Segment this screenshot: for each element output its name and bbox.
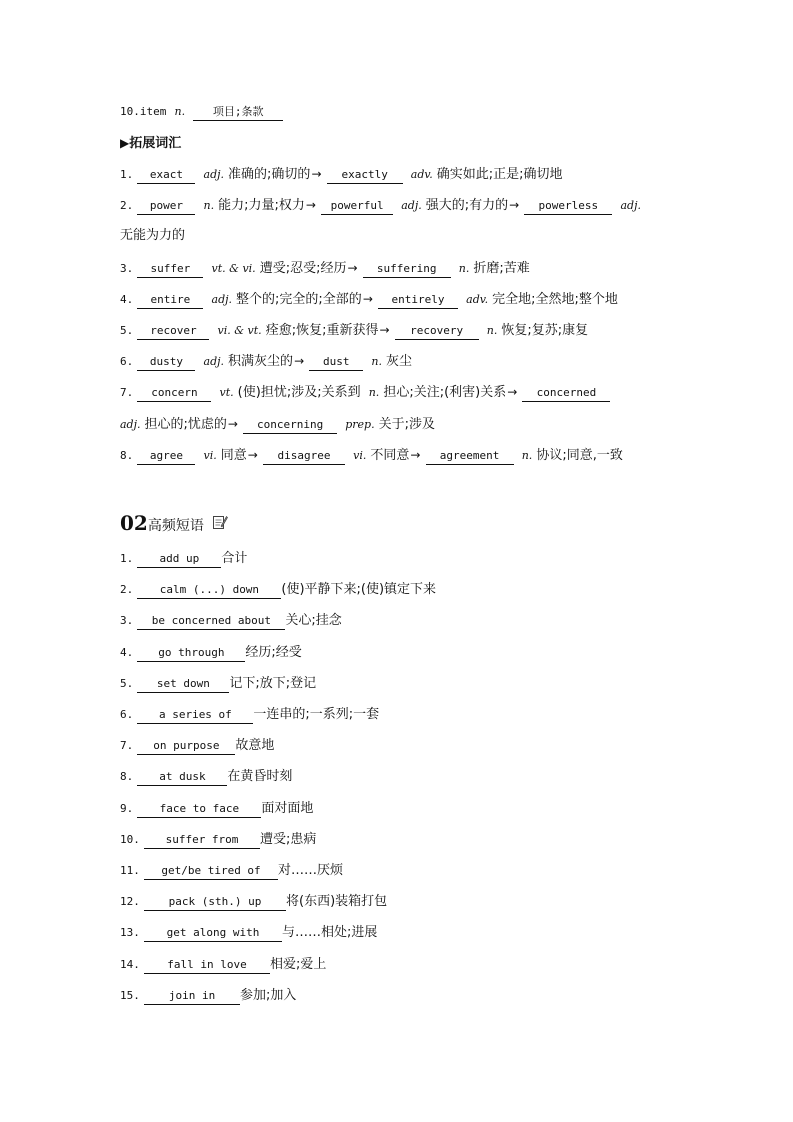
item-number: 4. bbox=[120, 293, 134, 306]
arrow-icon: → bbox=[311, 167, 322, 181]
item-number: 10. bbox=[120, 832, 140, 846]
answer-blank: set down bbox=[137, 676, 229, 693]
answer-blank: on purpose bbox=[137, 738, 235, 755]
vocab-item-7-continued bbox=[120, 414, 435, 434]
vocab-item-2 bbox=[120, 195, 645, 215]
answer-blank: disagree bbox=[263, 448, 345, 465]
meaning: 强大的;有力的 bbox=[425, 198, 509, 213]
meaning: 确实如此;正是;确切地 bbox=[436, 167, 563, 182]
meaning: 灰尘 bbox=[386, 354, 413, 369]
answer-blank: fall in love bbox=[144, 957, 270, 974]
meaning: 经历;经受 bbox=[245, 644, 302, 660]
answer-blank: concerning bbox=[243, 417, 337, 434]
section-number: 02 bbox=[120, 511, 148, 535]
arrow-icon: → bbox=[347, 261, 358, 275]
answer-blank: powerful bbox=[321, 198, 393, 215]
part-of-speech: n. bbox=[486, 324, 498, 337]
arrow-icon: → bbox=[227, 417, 238, 431]
vocab-item-8 bbox=[120, 445, 623, 465]
meaning: 准确的;确切的 bbox=[228, 167, 311, 182]
part-of-speech: n. bbox=[521, 449, 533, 462]
answer-blank: concerned bbox=[522, 385, 610, 402]
part-of-speech: vi. bbox=[203, 449, 217, 462]
vocab-item-10 bbox=[120, 102, 283, 122]
vocab-item-3 bbox=[120, 258, 530, 278]
answer-blank: agreement bbox=[426, 448, 514, 465]
part-of-speech: adj. bbox=[203, 355, 225, 368]
item-number: 14. bbox=[120, 957, 140, 971]
answer-blank: entirely bbox=[378, 292, 458, 309]
vocab-item-1 bbox=[120, 164, 563, 184]
arrow-icon: → bbox=[509, 198, 520, 212]
part-of-speech: adj. bbox=[120, 418, 141, 431]
arrow-icon: → bbox=[410, 448, 421, 462]
meaning: 无能为力的 bbox=[120, 228, 186, 243]
part-of-speech: vt. bbox=[219, 386, 234, 399]
phrase-item bbox=[120, 705, 379, 725]
meaning: (使)平静下来;(使)镇定下来 bbox=[281, 582, 437, 598]
item-number: 3. bbox=[120, 262, 134, 275]
item-number: 5. bbox=[120, 324, 134, 337]
meaning: 关于;涉及 bbox=[378, 417, 435, 432]
phrase-item bbox=[120, 892, 387, 912]
phrase-item bbox=[120, 580, 436, 600]
meaning: 遭受;忍受;经历 bbox=[259, 261, 347, 276]
section-heading bbox=[120, 508, 228, 538]
phrase-item bbox=[120, 549, 247, 569]
arrow-icon: → bbox=[362, 292, 373, 306]
arrow-icon: → bbox=[247, 448, 258, 462]
meaning: 合计 bbox=[221, 551, 248, 566]
answer-blank: exact bbox=[137, 167, 195, 184]
meaning: 记下;放下;登记 bbox=[229, 675, 317, 691]
answer-blank: 项目;条款 bbox=[193, 104, 283, 121]
vocab-item-2-continued bbox=[120, 226, 185, 246]
meaning: 相爱;爱上 bbox=[270, 956, 327, 972]
phrase-item bbox=[120, 861, 343, 881]
answer-blank: entire bbox=[137, 292, 203, 309]
meaning: 对……厌烦 bbox=[278, 863, 344, 878]
meaning: 不同意 bbox=[370, 448, 410, 463]
item-number: 10.item bbox=[120, 105, 167, 118]
meaning: 担心的;忧虑的 bbox=[144, 417, 227, 432]
answer-blank: a series of bbox=[137, 707, 253, 724]
meaning: (使)担忧;涉及;关系到 bbox=[237, 385, 361, 400]
item-number: 1. bbox=[120, 552, 134, 565]
triangle-marker: ▶ bbox=[120, 136, 130, 150]
meaning: 一连串的;一系列;一套 bbox=[253, 707, 380, 722]
phrase-item bbox=[120, 767, 292, 787]
item-number: 8. bbox=[120, 449, 134, 462]
part-of-speech: adj. bbox=[401, 199, 422, 212]
answer-blank: dust bbox=[309, 354, 363, 371]
answer-blank: suffer from bbox=[144, 832, 260, 849]
part-of-speech: adj. bbox=[211, 293, 233, 306]
item-number: 7. bbox=[120, 386, 134, 399]
answer-blank: join in bbox=[144, 988, 240, 1005]
meaning: 完全地;全然地;整个地 bbox=[492, 292, 618, 307]
meaning: 担心;关注;(利害)关系 bbox=[383, 385, 507, 400]
heading-text: 拓展词汇 bbox=[129, 136, 182, 151]
meaning: 故意地 bbox=[235, 738, 275, 754]
answer-blank: dusty bbox=[137, 354, 195, 371]
meaning: 在黄昏时刻 bbox=[227, 769, 293, 785]
answer-blank: suffering bbox=[363, 261, 451, 278]
meaning: 同意 bbox=[220, 448, 247, 463]
expand-vocab-heading bbox=[120, 133, 181, 153]
meaning: 协议;同意,一致 bbox=[536, 448, 623, 463]
answer-blank: face to face bbox=[137, 801, 261, 818]
item-number: 4. bbox=[120, 645, 134, 659]
answer-blank: exactly bbox=[327, 167, 403, 184]
part-of-speech: n. bbox=[174, 105, 186, 118]
answer-blank: agree bbox=[137, 448, 195, 465]
answer-blank: powerless bbox=[524, 198, 612, 215]
answer-blank: at dusk bbox=[137, 769, 227, 786]
answer-blank: power bbox=[137, 198, 195, 215]
meaning: 积满灰尘的 bbox=[228, 354, 294, 369]
meaning: 恢复;复苏;康复 bbox=[501, 323, 589, 338]
meaning: 与……相处;进展 bbox=[282, 925, 378, 941]
item-number: 5. bbox=[120, 676, 134, 690]
phrase-item bbox=[120, 923, 377, 943]
arrow-icon: → bbox=[507, 385, 518, 399]
meaning: 折磨;苦难 bbox=[473, 261, 530, 276]
item-number: 8. bbox=[120, 770, 134, 784]
meaning: 痊愈;恢复;重新获得 bbox=[265, 323, 379, 338]
answer-blank: recover bbox=[137, 323, 209, 340]
part-of-speech: vt. & vi. bbox=[211, 262, 256, 275]
phrase-item bbox=[120, 830, 316, 850]
item-number: 1. bbox=[120, 168, 134, 181]
item-number: 11. bbox=[120, 864, 140, 877]
part-of-speech: adj. bbox=[203, 168, 225, 181]
notepad-icon bbox=[212, 512, 228, 542]
phrase-item bbox=[120, 674, 316, 694]
item-number: 3. bbox=[120, 614, 134, 628]
meaning: 关心;挂念 bbox=[285, 613, 342, 629]
item-number: 9. bbox=[120, 801, 134, 815]
phrase-item bbox=[120, 799, 313, 819]
vocab-item-6 bbox=[120, 351, 412, 371]
arrow-icon: → bbox=[379, 323, 390, 337]
meaning: 将(东西)装箱打包 bbox=[286, 894, 388, 910]
meaning: 参加;加入 bbox=[240, 987, 297, 1003]
vocab-item-5 bbox=[120, 320, 588, 340]
phrase-item bbox=[120, 986, 296, 1006]
part-of-speech: adj. bbox=[620, 199, 641, 212]
phrase-item bbox=[120, 643, 302, 663]
item-number: 2. bbox=[120, 583, 134, 597]
answer-blank: get/be tired of bbox=[144, 863, 278, 880]
phrase-item bbox=[120, 955, 326, 975]
part-of-speech: prep. bbox=[345, 418, 375, 431]
item-number: 6. bbox=[120, 355, 134, 368]
meaning: 能力;力量;权力 bbox=[218, 198, 305, 213]
vocab-item-4 bbox=[120, 289, 618, 309]
part-of-speech: n. bbox=[368, 386, 380, 399]
meaning: 面对面地 bbox=[261, 800, 314, 816]
item-number: 12. bbox=[120, 895, 140, 909]
answer-blank: add up bbox=[137, 551, 221, 568]
meaning: 遭受;患病 bbox=[260, 831, 317, 847]
item-number: 2. bbox=[120, 199, 134, 212]
item-number: 13. bbox=[120, 926, 140, 940]
part-of-speech: vi. bbox=[353, 449, 367, 462]
part-of-speech: n. bbox=[371, 355, 382, 368]
item-number: 15. bbox=[120, 988, 140, 1002]
part-of-speech: adv. bbox=[466, 293, 489, 306]
arrow-icon: → bbox=[305, 198, 316, 212]
answer-blank: pack (sth.) up bbox=[144, 894, 286, 911]
phrase-item bbox=[120, 736, 274, 756]
answer-blank: recovery bbox=[395, 323, 479, 340]
answer-blank: go through bbox=[137, 645, 245, 662]
arrow-icon: → bbox=[294, 354, 305, 368]
phrase-item bbox=[120, 611, 342, 631]
answer-blank: be concerned about bbox=[137, 613, 285, 630]
meaning: 整个的;完全的;全部的 bbox=[236, 292, 362, 307]
part-of-speech: vi. & vt. bbox=[217, 324, 262, 337]
item-number: 7. bbox=[120, 739, 134, 753]
answer-blank: get along with bbox=[144, 925, 282, 942]
answer-blank: calm (...) down bbox=[137, 582, 281, 599]
part-of-speech: n. bbox=[203, 199, 215, 212]
section-title: 高频短语 bbox=[147, 518, 204, 534]
part-of-speech: adv. bbox=[410, 168, 433, 181]
part-of-speech: n. bbox=[458, 262, 470, 275]
item-number: 6. bbox=[120, 708, 134, 721]
answer-blank: concern bbox=[137, 385, 211, 402]
answer-blank: suffer bbox=[137, 261, 203, 278]
vocab-item-7 bbox=[120, 382, 610, 402]
